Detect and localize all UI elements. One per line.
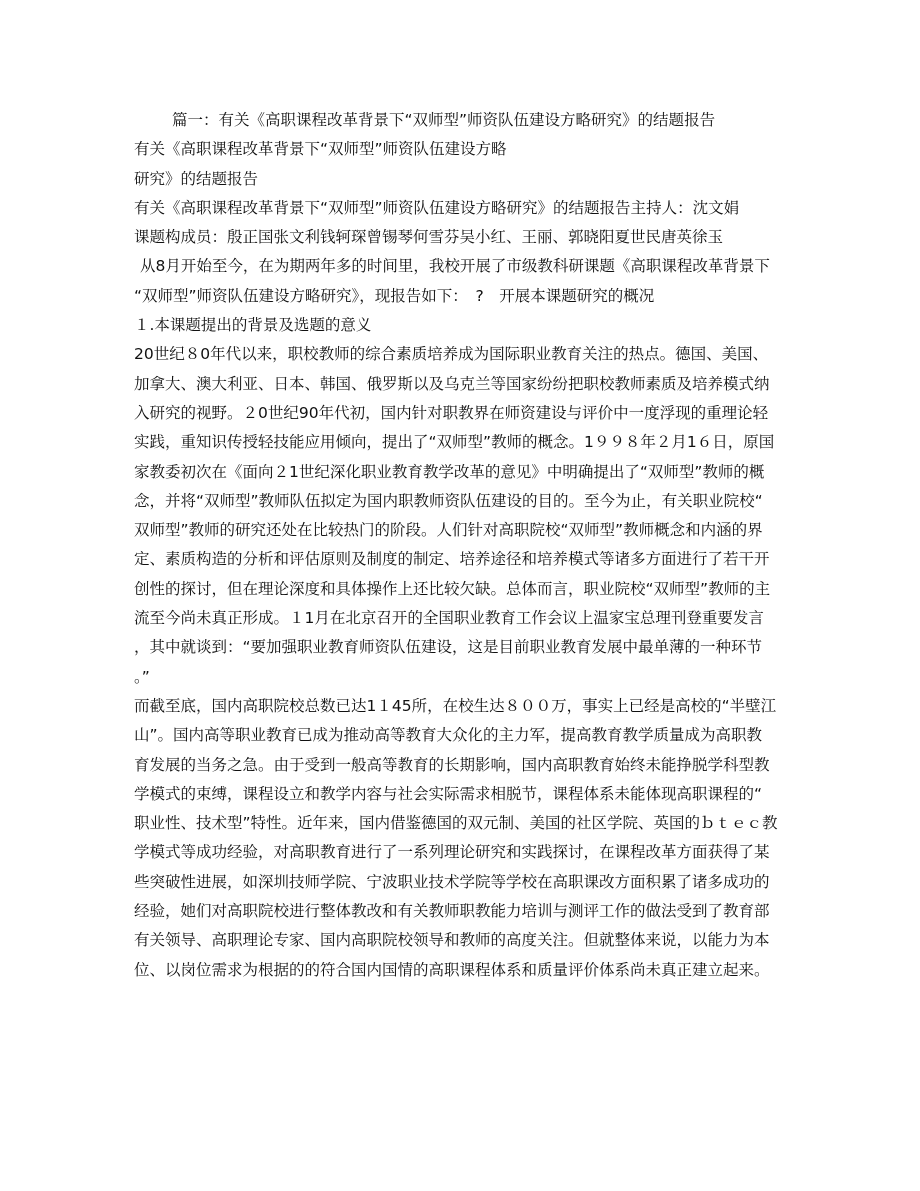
paragraph-line: 入研究的视野。２0世纪90年代初，国内针对职教界在师资建设与评价中一度浮现的重理论轻 bbox=[134, 403, 769, 422]
paragraph-line: 。” bbox=[134, 667, 150, 686]
intro-line-1: 从8月开始至今，在为期两年多的时间里，我校开展了市级教科研课题《高职课程改革背景下 bbox=[140, 257, 770, 276]
paragraph-line: 流至今尚未真正形成。１1月在北京召开的全国职业教育工作会议上温家宝总理刊登重要发言 bbox=[134, 609, 764, 628]
document-body bbox=[134, 106, 796, 985]
paragraph-line: 职业性、技术型”特性。近年来，国内借鉴德国的双元制、美国的社区学院、英国的ｂｔｅｃ教 bbox=[134, 814, 778, 833]
paragraph-line: 山”。国内高等职业教育已成为推动高等教育大众化的主力军，提高教育教学质量成为高职教 bbox=[134, 726, 763, 745]
paragraph-line: 20世纪８0年代以来，职校教师的综合素质培养成为国际职业教育关注的热点。德国、美国、 bbox=[134, 345, 769, 364]
paragraph-line: 念，并将“双师型”教师队伍拟定为国内职教师资队伍建设的目的。至今为止，有关职业院校“ bbox=[134, 491, 763, 510]
intro-line-2: “双师型”师资队伍建设方略研究》，现报告如下： ? 开展本课题研究的概况 bbox=[134, 286, 655, 305]
paragraph-line: 实践，重知识传授轻技能应用倾向，提出了“双师型”教师的概念。1９９８年２月1６日，原国 bbox=[134, 433, 775, 452]
host-line: 有关《高职课程改革背景下“双师型”师资队伍建设方略研究》的结题报告主持人：沈文娟 bbox=[134, 198, 740, 217]
paragraph-line: 家教委初次在《面向２1世纪深化职业教育教学改革的意见》中明确提出了“双师型”教师的概 bbox=[134, 462, 765, 481]
paragraph-line: 学模式等成功经验，对高职教育进行了一系列理论研究和实践探讨，在课程改革方面获得了某 bbox=[134, 843, 770, 862]
paragraph-line: 双师型”教师的研究还处在比较热门的阶段。人们针对高职院校“双师型”教师概念和内涵的界 bbox=[134, 521, 763, 540]
members-line: 课题构成员：殷正国张文利钱轲琛曾锡琴何雪芬吴小红、王丽、郭晓阳夏世民唐英徐玉 bbox=[134, 228, 724, 247]
report-title-line-1: 有关《高职课程改革背景下“双师型”师资队伍建设方略 bbox=[134, 140, 507, 159]
paragraph-line: 创性的探讨，但在理论深度和具体操作上还比较欠缺。总体而言，职业院校“双师型”教师的主 bbox=[134, 579, 771, 598]
article-title: 篇一：有关《高职课程改革背景下“双师型”师资队伍建设方略研究》的结题报告 bbox=[172, 111, 716, 129]
section-heading: １.本课题提出的背景及选题的意义 bbox=[134, 316, 372, 335]
paragraph-line: 学模式的束缚，课程设立和教学内容与社会实际需求相脱节，课程体系未能体现高职课程的“ bbox=[134, 784, 763, 803]
paragraph-line: 育发展的当务之急。由于受到一般高等教育的长期影响，国内高职教育始终未能挣脱学科型教 bbox=[134, 755, 770, 774]
paragraph-line: 定、素质构造的分析和评估原则及制度的制定、培养途径和培养模式等诸多方面进行了若干开 bbox=[134, 550, 770, 569]
paragraph-line: ，其中就谈到：“要加强职业教育师资队伍建设，这是目前职业教育发展中最单薄的一种环节 bbox=[134, 638, 763, 657]
report-title-line-2: 研究》的结题报告 bbox=[134, 169, 259, 188]
paragraph-line: 而截至底，国内高职院校总数已达1１45所，在校生达８００万，事实上已经是高校的“半壁江 bbox=[134, 696, 777, 715]
paragraph-line: 些突破性进展，如深圳技师学院、宁波职业技术学院等学校在高职课改方面积累了诸多成功的 bbox=[134, 872, 770, 891]
paragraph-line: 加拿大、澳大利亚、日本、韩国、俄罗斯以及乌克兰等国家纷纷把职校教师素质及培养模式纳 bbox=[134, 374, 770, 393]
paragraph-line: 经验，她们对高职院校进行整体教改和有关教师职教能力培训与测评工作的做法受到了教育部 bbox=[134, 902, 770, 921]
paragraph-line: 位、以岗位需求为根据的的符合国内国情的高职课程体系和质量评价体系尚未真正建立起来。 bbox=[134, 960, 770, 979]
paragraph-line: 有关领导、高职理论专家、国内高职院校领导和教师的高度关注。但就整体来说，以能力为本 bbox=[134, 931, 770, 950]
